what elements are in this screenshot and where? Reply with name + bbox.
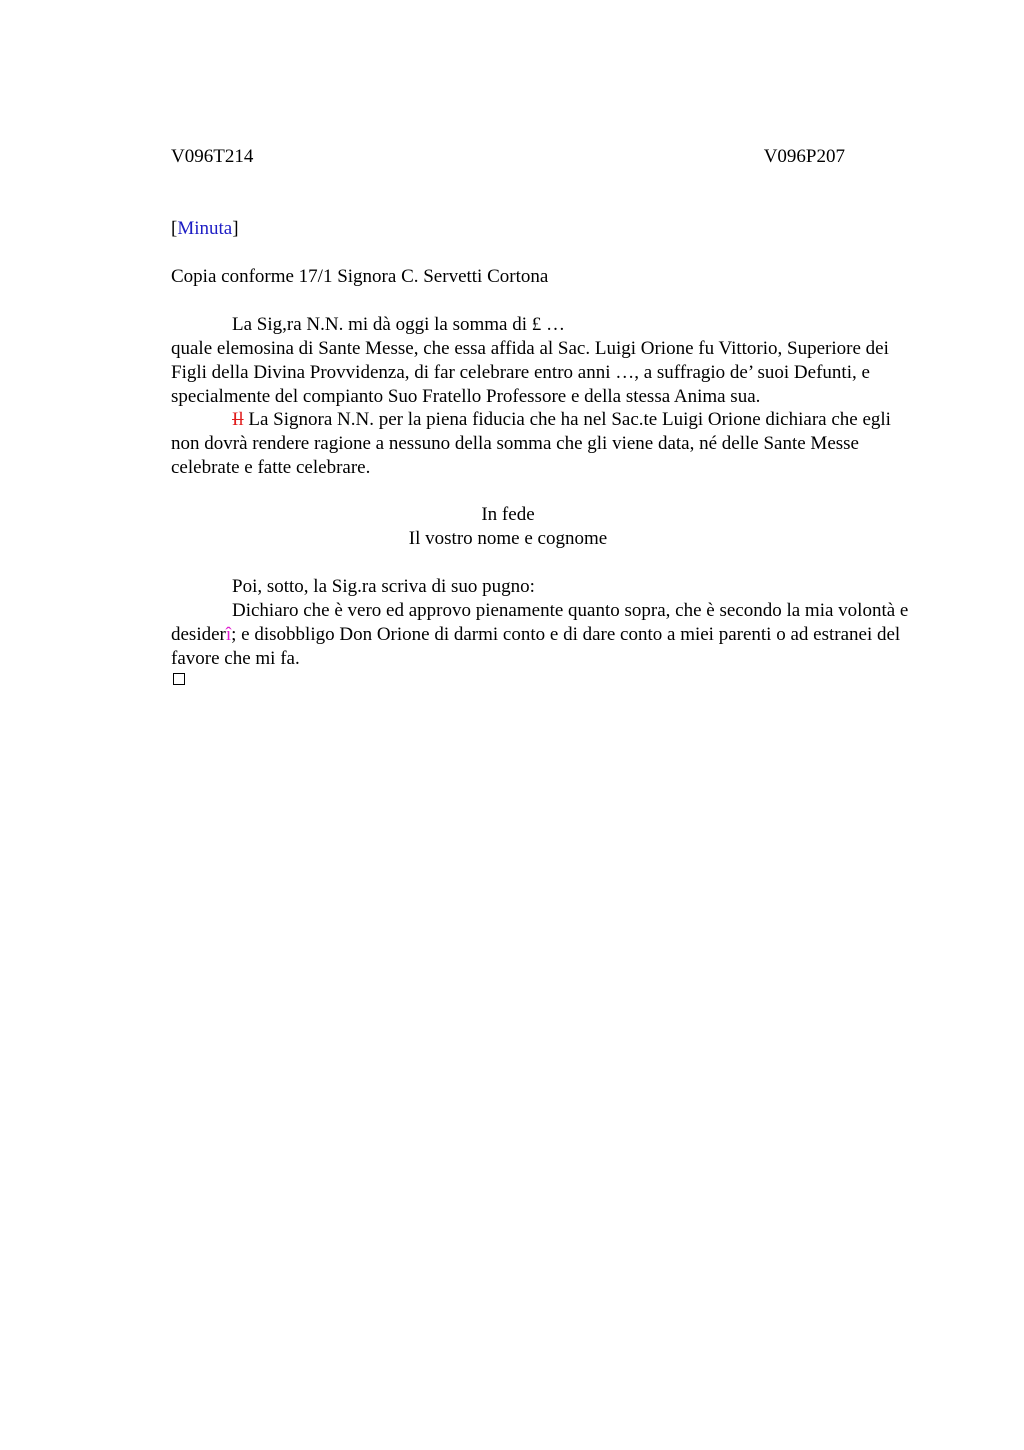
minuta-heading [171, 217, 923, 241]
closing-in-fede: In fede [481, 504, 535, 525]
instruction-block [171, 575, 923, 671]
struck-word: Il [232, 409, 244, 430]
inserted-mark: î [225, 624, 232, 645]
document-code-left: V096T214 [171, 146, 254, 167]
document-code-right: V096P207 [763, 146, 845, 167]
minuta-open-bracket: [ [171, 218, 178, 239]
instruction-line: Poi, sotto, la Sig.ra scriva di suo pugno: [232, 576, 535, 597]
declaration-after: ; e disobbligo Don Orione di darmi conto e di dare conto a miei parenti o ad estranei del favore che mi fa. [171, 624, 901, 669]
end-of-document-box-icon [173, 673, 185, 685]
copy-line: Copia conforme 17/1 Signora C. Servetti Cortona [171, 266, 549, 287]
paragraph-trust-body: La Signora N.N. per la piena fiducia che ha nel Sac.te Luigi Orione dichiara che egli non dovrà rendere ragione a nessuno della somma che gli viene data, né delle Sante Messe celebrate e fatte celebrare. [171, 409, 891, 478]
minuta-close-bracket: ] [232, 218, 239, 239]
paragraph-offering-body: quale elemosina di Sante Messe, che essa affida al Sac. Luigi Orione fu Vittorio, Superiore dei Figli della Divina Provvidenza, di far celebrare entro anni …, a suffragio de’ suoi Defunti, e specialmente del compianto Suo Fratello Professore e della stessa Anima sua. [171, 338, 889, 407]
closing-signature-placeholder: Il vostro nome e cognome [408, 528, 608, 549]
paragraph-declaration-of-trust [171, 408, 923, 480]
declaration-before: Dichiaro che è vero ed approvo pienamente quanto sopra, che è secondo la mia volontà e desider [171, 600, 909, 645]
paragraph-trust-text [171, 408, 923, 480]
paragraph-offering [171, 313, 923, 409]
minuta-label: Minuta [177, 218, 233, 239]
handwritten-declaration [171, 599, 923, 671]
paragraph-offering-first-line: La Sig,ra N.N. mi dà oggi la somma di £ … [232, 314, 565, 335]
closing-block [171, 503, 845, 551]
